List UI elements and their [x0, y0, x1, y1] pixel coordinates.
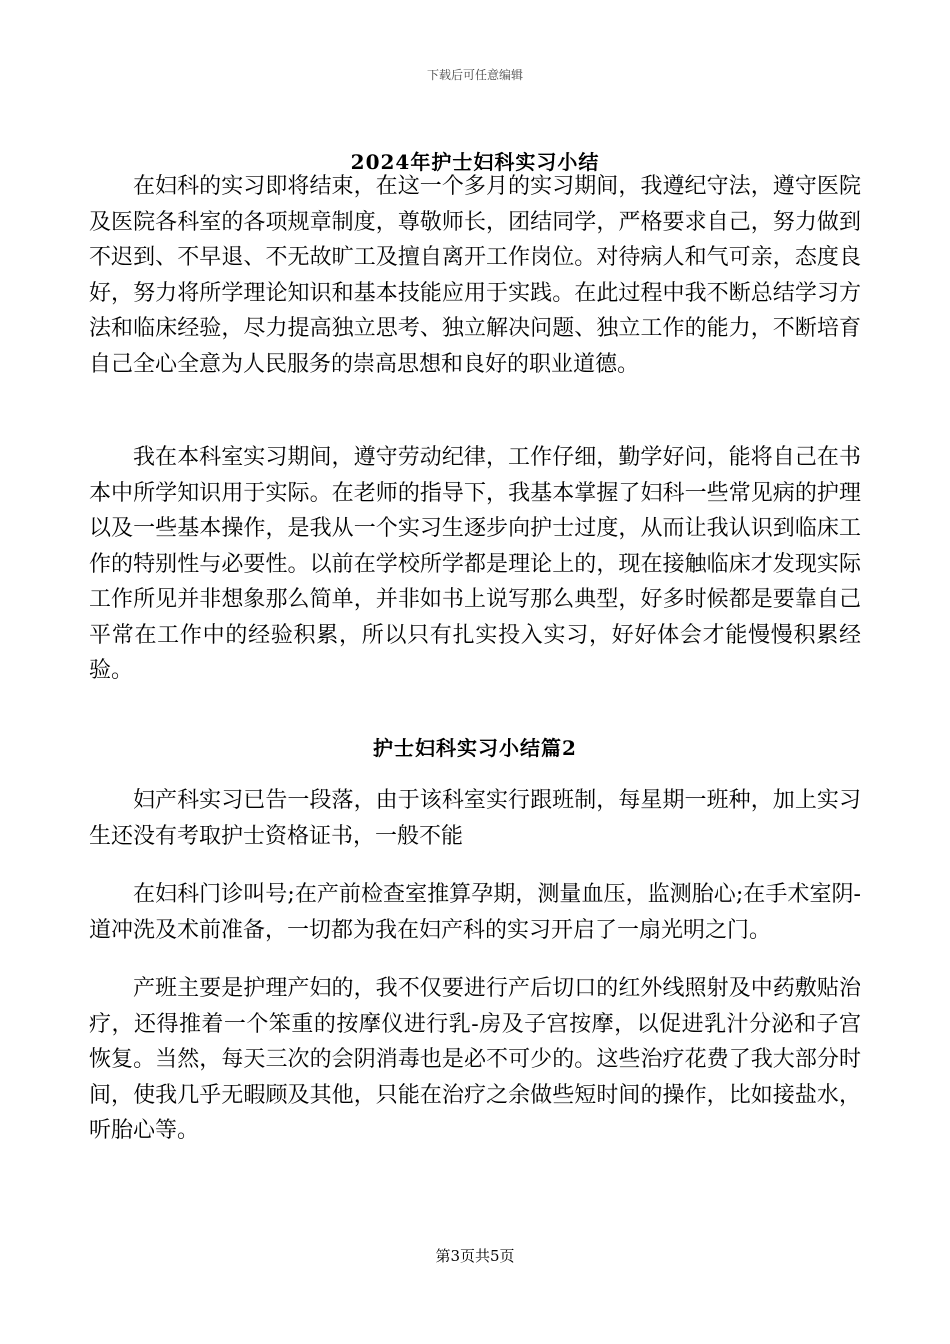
paragraph-3: 妇产科实习已告一段落，由于该科室实行跟班制，每星期一班种，加上实习生还没有考取护士资格证书，一般不能: [89, 788, 861, 849]
paragraph-2: 我在本科室实习期间，遵守劳动纪律，工作仔细，勤学好问，能将自己在书本中所学知识用于实际。在老师的指导下，我基本掌握了妇科一些常见病的护理以及一些基本操作，是我从一个实习生逐步向护士过度，从而让我认识到临床工作的特别性与必要性。以前在学校所学都是理论上的，现在接触临床才发现实际工作所见并非想象那么简单，并非如书上说写那么典型，好多时候都是要靠自己平常在工作中的经验积累，所以只有扎实投入实习，好好体会才能慢慢积累经验。: [89, 445, 861, 683]
paragraph-5: 产班主要是护理产妇的，我不仅要进行产后切口的红外线照射及中药敷贴治疗，还得推着一个笨重的按摩仪进行乳-房及子宫按摩，以促进乳汁分泌和子宫恢复。当然，每天三次的会阴消毒也是必不可少的。这些治疗花费了我大部分时间，使我几乎无暇顾及其他，只能在治疗之余做些短时间的操作，比如接盐水，听胎心等。: [89, 976, 861, 1143]
paragraph-4: 在妇科门诊叫号;在产前检查室推算孕期，测量血压，监测胎心;在手术室阴-道冲洗及术前准备，一切都为我在妇产科的实习开启了一扇光明之门。: [89, 882, 861, 943]
paragraph-1: 在妇科的实习即将结束，在这一个多月的实习期间，我遵纪守法，遵守医院及医院各科室的各项规章制度，尊敬师长，团结同学，严格要求自己，努力做到不迟到、不早退、不无故旷工及擅自离开工作岗位。对待病人和气可亲，态度良好，努力将所学理论知识和基本技能应用于实践。在此过程中我不断总结学习方法和临床经验，尽力提高独立思考、独立解决问题、独立工作的能力，不断培育自己全心全意为人民服务的崇高思想和良好的职业道德。: [89, 174, 861, 377]
page-footer: 第3页共5页: [435, 1247, 515, 1265]
document-title: 2024年护士妇科实习小结: [350, 150, 600, 174]
section-title: 护士妇科实习小结篇2: [373, 736, 577, 760]
page-header: 下载后可任意编辑: [426, 68, 523, 82]
